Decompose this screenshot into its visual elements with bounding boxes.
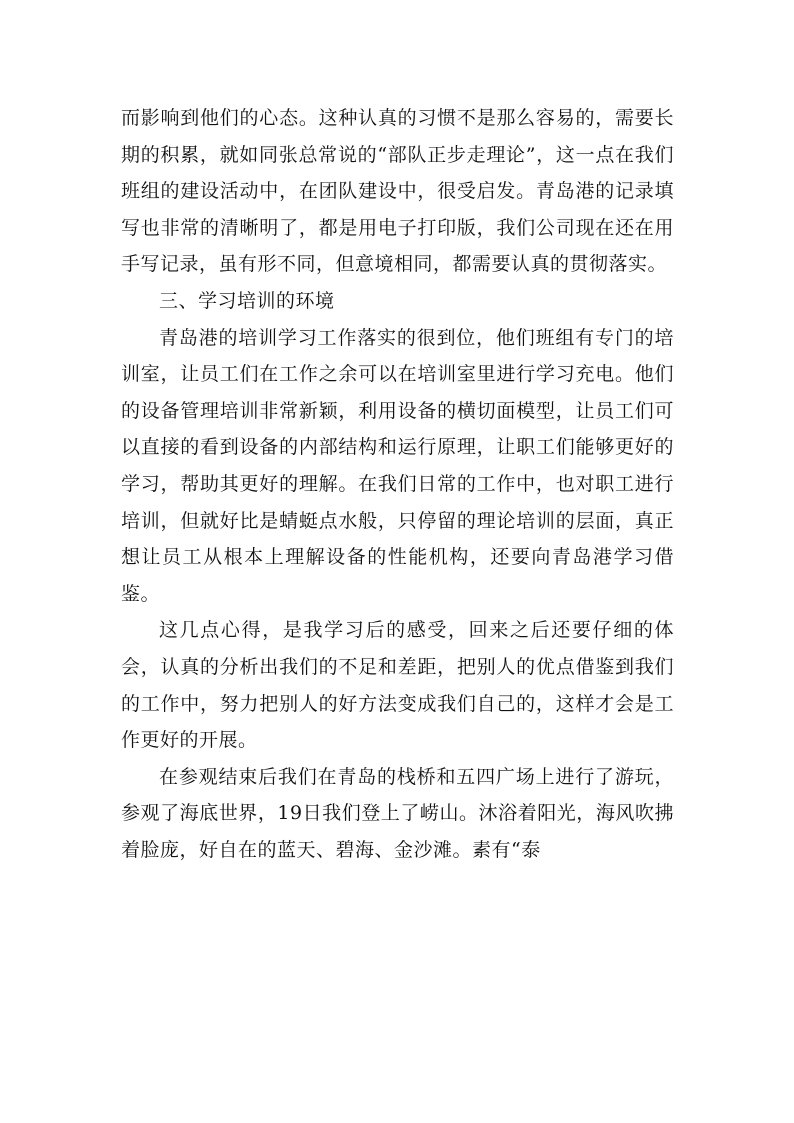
paragraph-sightseeing: 在参观结束后我们在青岛的栈桥和五四广场上进行了游玩，参观了海底世界，19日我们登上了崂山。沐浴着阳光，海风吹拂着脸庞，好自在的蓝天、碧海、金沙滩。素有“泰 [121,765,674,861]
paragraph-training: 青岛港的培训学习工作落实的很到位，他们班组有专门的培训室，让员工们在工作之余可以在培训室里进行学习充电。他们的设备管理培训非常新颖，利用设备的横切面模型，让员工们可以直接的看到设备的内部结构和运行原理，让职工们能够更好的学习，帮助其更好的理解。在我们日常的工作中，也对职工进行培训，但就好比是蜻蜓点水般，只停留的理论培训的层面，真正想让员工从根本上理解设备的性能机构，还要向青岛港学习借鉴。 [121,326,674,605]
document-body [121,100,674,868]
paragraph-continuation: 而影响到他们的心态。这种认真的习惯不是那么容易的，需要长期的积累，就如同张总常说的“部队正步走理论”，这一点在我们班组的建设活动中，在团队建设中，很受启发。青岛港的记录填写也非常的清晰明了，都是用电子打印版，我们公司现在还在用手写记录，虽有形不同，但意境相同，都需要认真的贯彻落实。 [121,107,674,276]
paragraph-reflections: 这几点心得，是我学习后的感受，回来之后还要仔细的体会，认真的分析出我们的不足和差距，把别人的优点借鉴到我们的工作中，努力把别人的好方法变成我们自己的，这样才会是工作更好的开展。 [121,619,674,752]
section-heading-training-environment: 三、学习培训的环境 [159,289,335,312]
